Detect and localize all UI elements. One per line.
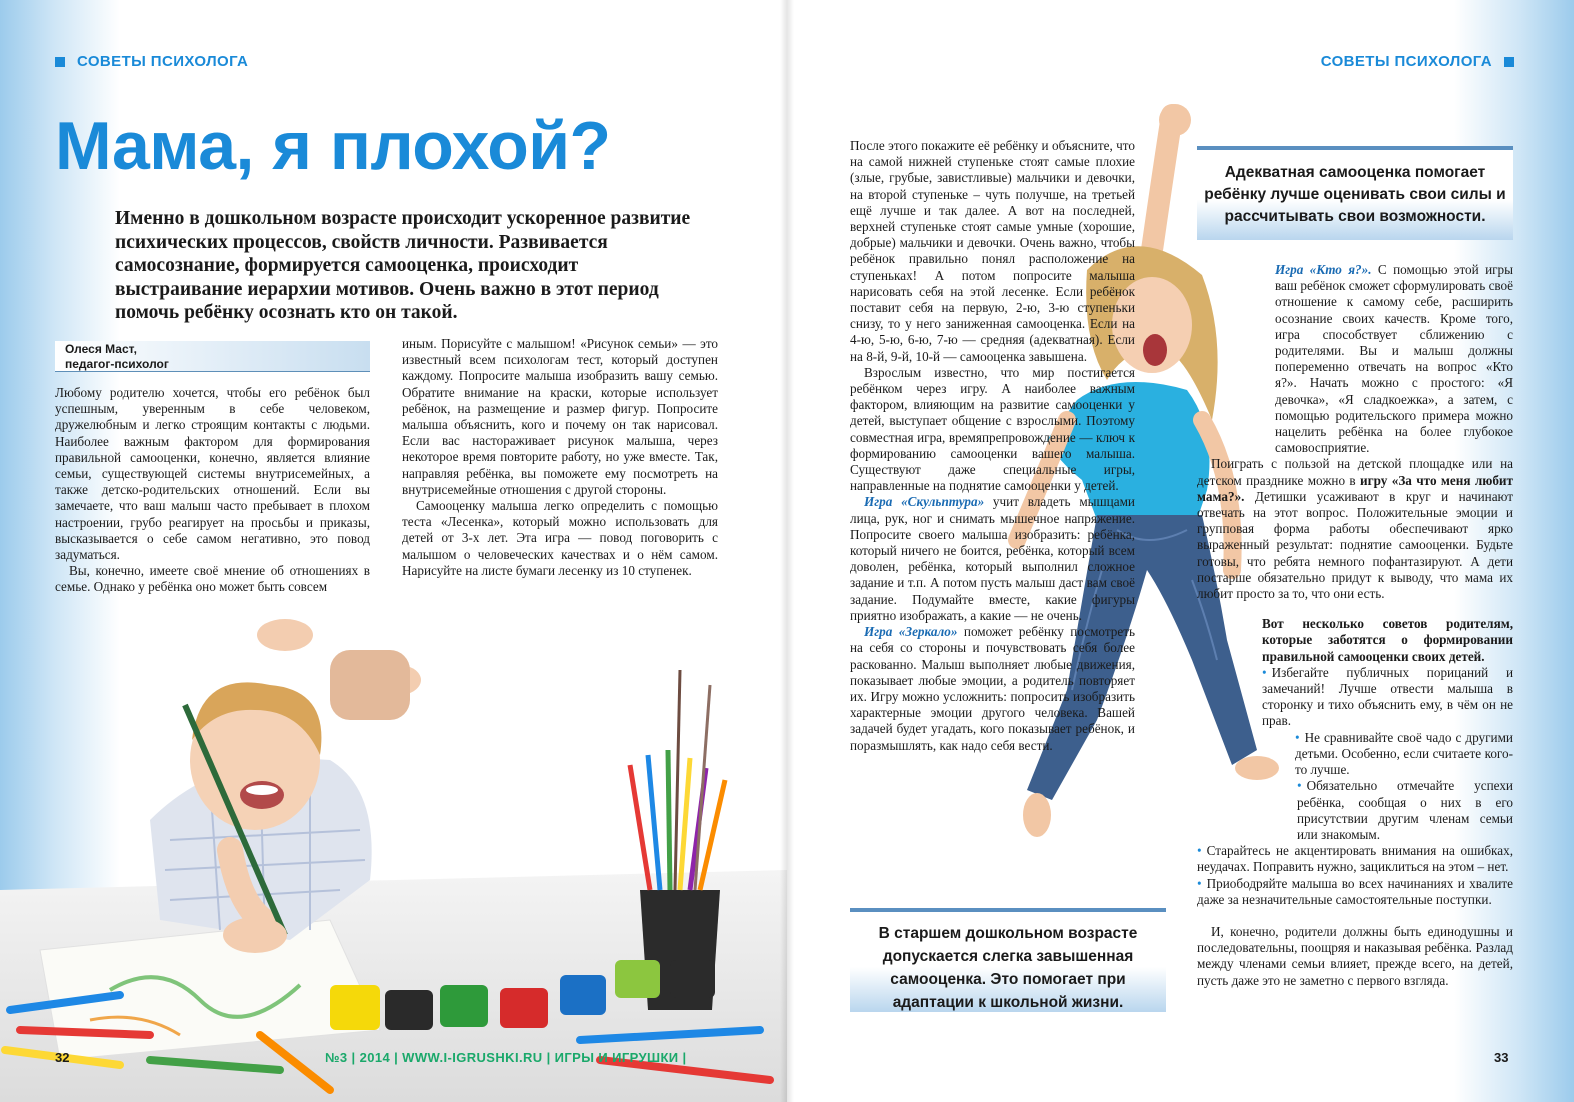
- square-marker-icon: [1504, 57, 1514, 67]
- author-name: Олеся Маст,: [65, 342, 137, 356]
- tip-item: • Старайтесь не акцентировать внимания на ошибках, неудачах. Поправить нужно, зациклиться на этом – нет.: [1197, 843, 1513, 875]
- paragraph: иным. Порисуйте с малышом! «Рисунок семьи» — это известный всем психологам тест, который доступен каждому. Попросите малыша изобразить вашу семью. Обратите внимание на краски, которые использует ребёнок, на размещение и размер фигур. Попросите малыша объяснить, кого и почему он так нарисовал. Если вас настораживает рисунок малыша, через некоторое время повторите работу, но уже вместе. Так, направляя ребёнка, вы поможете ему посмотреть на внутрисемейные отношения с другой стороны.: [402, 336, 718, 497]
- paragraph: Взрослым известно, что мир постигается ребёнком через игру. А наиболее важным фактором, влияющим на развитие самооценки у детей, выступает общение с взрослыми. Поэтому совместная игра, времяпрепровождение — ключ к формированию самооценки вашего малыша. Существуют даже специальные игры, направленные на поднятие самооценки у детей.: [850, 364, 1135, 494]
- paragraph-text: С помощью этой игры ваш ребёнок сможет сформулировать своё отношение к самому себе, расширить осознание своих качеств. Кроме того, игра способствует сближению с родителями. Вы и малыш должны попеременно отвечать на вопрос «Кто я?». Начать можно с простого: «Я девочка», «Я сладкоежка», а затем, с помощью родительского примера можно нацелить ребёнка на более глубокое самовосприятие.: [1275, 262, 1513, 456]
- paragraph: Любому родителю хочется, чтобы его ребёнок был успешным, уверенным в себе человеком, дружелюбным и легко строящим контакты с людьми. Наиболее важным фактором для формирования правильной самооценки, конечно, является влияние семьи, существующей системы внутрисемейных, а также детско-родительских отношений. Если вы замечаете, что ваш малыш часто пребывает в плохом настроении, грубо реагирует на просьбы и приказы, высказывается о себе самом негативно, это повод задуматься.: [55, 385, 370, 563]
- article-title: Мама, я плохой?: [55, 108, 611, 184]
- game-name: Игра «Зеркало»: [864, 624, 958, 640]
- tip-item: • Обязательно отмечайте успехи ребёнка, сообщая о них в его присутствии другим членам семьи или знакомым.: [1197, 778, 1513, 843]
- paragraph: После этого покажите её ребёнку и объясните, что на самой нижней ступеньке стоят самые плохие (злые, грубые, завистливые) мальчики и девочки, на второй ступеньке – чуть получше, на третьей ещё лучше и так далее. А вот на последней, верхней ступеньке стоят самые умные (хорошие, добрые) мальчики и девочки. Очень важно, чтобы ребёнок правильно понял расположение на ступеньках! А потом попросите малыша нарисовать себя на этой лесенке. Если ребёнок поставит себя на первую, 2-ю, 3-ю ступеньки снизу, то у него заниженная самооценка. Если на 4-ю, 5-ю, 6-ю, 7-ю — средняя (адекватная). Если на 8-й, 9-й, 10-й — самооценка завышена.: [850, 138, 1135, 364]
- spine-shadow: [780, 0, 794, 1102]
- section-label: СОВЕТЫ ПСИХОЛОГА: [1320, 53, 1492, 70]
- closing-paragraph: И, конечно, родители должны быть единодушны и последовательны, поощряя и наказывая ребёнка. Разлад между членами семьи влияет, прежде всего, на детей, пусть даже это не заметно с первого взгляда.: [1197, 923, 1513, 988]
- left-column-1: [55, 385, 370, 596]
- square-marker-icon: [55, 57, 65, 67]
- paragraph: [1197, 262, 1513, 456]
- boy-painting-photo: [0, 590, 787, 1102]
- paragraph: Вы, конечно, имеете своё мнение об отношениях в семье. Однако у ребёнка оно может быть совсем: [55, 563, 370, 595]
- paragraph: Самооценку малыша легко определить с помощью теста «Лесенка», который можно использовать для детей от 3-х лет. Эта игра — повод поговорить с малышом о человеческих качествах и о нём самом. Нарисуйте на листе бумаги лесенку из 10 ступенек.: [402, 498, 718, 578]
- paragraph-text: Поиграть с пользой на детской площадке или на детском празднике можно в: [1197, 456, 1513, 488]
- right-page: [787, 0, 1574, 1102]
- section-header-left: [55, 53, 248, 70]
- pull-quote-bottom: В старшем дошкольном возрасте допускается слегка завышенная самооценка. Это помогает при адаптации к школьной жизни.: [850, 908, 1166, 1012]
- paragraph-text: учит владеть мышцами лица, рук, ног и снимать мышечное напряжение. Попросите своего малыша изобразить: ребёнка, который ничего не боится, ребёнка, который всем доволен, ребёнка, который выполнил сложное задание и т.п. А потом пусть малыш даст вам своё задание. Подумайте вместе, какие фигуры приятно изображать, а какие — не очень.: [850, 494, 1135, 623]
- footer-publication: №3 | 2014 | WWW.I-IGRUSHKI.RU | ИГРЫ И ИГРУШКИ |: [325, 1050, 687, 1065]
- tip-item: • Приободряйте малыша во всех начинаниях и хвалите даже за незначительные самостоятельные поступки.: [1197, 876, 1513, 908]
- game-name: Игра «Кто я?».: [1275, 262, 1372, 277]
- paragraph: [1197, 456, 1513, 602]
- right-page-column-1: [850, 138, 1135, 754]
- right-page-column-2: [1197, 262, 1513, 989]
- tip-item: • Избегайте публичных порицаний и замечаний! Лучше отвести малыша в сторонку и тихо объяснить ему, в чём он не прав.: [1197, 665, 1513, 730]
- paragraph: [850, 494, 1135, 624]
- section-header-right: [1321, 53, 1514, 70]
- game-name: игру «За что меня любит мама?».: [1197, 472, 1513, 504]
- left-column-2: [402, 336, 718, 579]
- author-role: педагог-психолог: [65, 357, 169, 371]
- paragraph-text: поможет ребёнку посмотреть на себя со стороны и почувствовать себя более раскованно. Малыш выполняет любые движения, показывает любые эмоции, а родитель повторяет их. Игру можно усложнить: попросить изобразить характерные эмоции другого человека. Вашей задачей будет угадать, кого показывает ребёнок, и поразмышлять, как надо себя вести.: [850, 624, 1136, 753]
- page-number-right: 33: [1494, 1050, 1509, 1065]
- section-label: СОВЕТЫ ПСИХОЛОГА: [77, 53, 249, 70]
- paragraph: [850, 624, 1135, 754]
- author-block: [55, 341, 370, 372]
- article-lead: Именно в дошкольном возрасте происходит ускоренное развитие психических процессов, свойств личности. Развивается самосознание, формируется самооценка, происходит выстраивание иерархии мотивов. Очень важно в этот период помочь ребёнку осознать кто он такой.: [115, 208, 691, 323]
- tips-heading: Вот несколько советов родителям, которые заботятся о формировании правильной самооценки своих детей.: [1262, 616, 1513, 664]
- game-name: Игра «Скульптура»: [864, 494, 985, 510]
- pull-quote-top: Адекватная самооценка помогает ребёнку лучше оценивать свои силы и рассчитывать свои возможности.: [1197, 146, 1513, 240]
- page-number-left: 32: [55, 1050, 70, 1065]
- paragraph-text: Детишки усаживают в круг и начинают отвечать на этот вопрос. Положительные эмоции и групповая форма работы обеспечивают ярко выраженный результат: поднятие самооценки. Будьте готовы, что ребята немного пофантазируют. А дети постарше обязательно придут к выводу, что мама их любит просто за то, что они есть.: [1197, 488, 1513, 602]
- tip-item: • Не сравнивайте своё чадо с другими детьми. Особенно, если считаете кого-то лучше.: [1197, 730, 1513, 779]
